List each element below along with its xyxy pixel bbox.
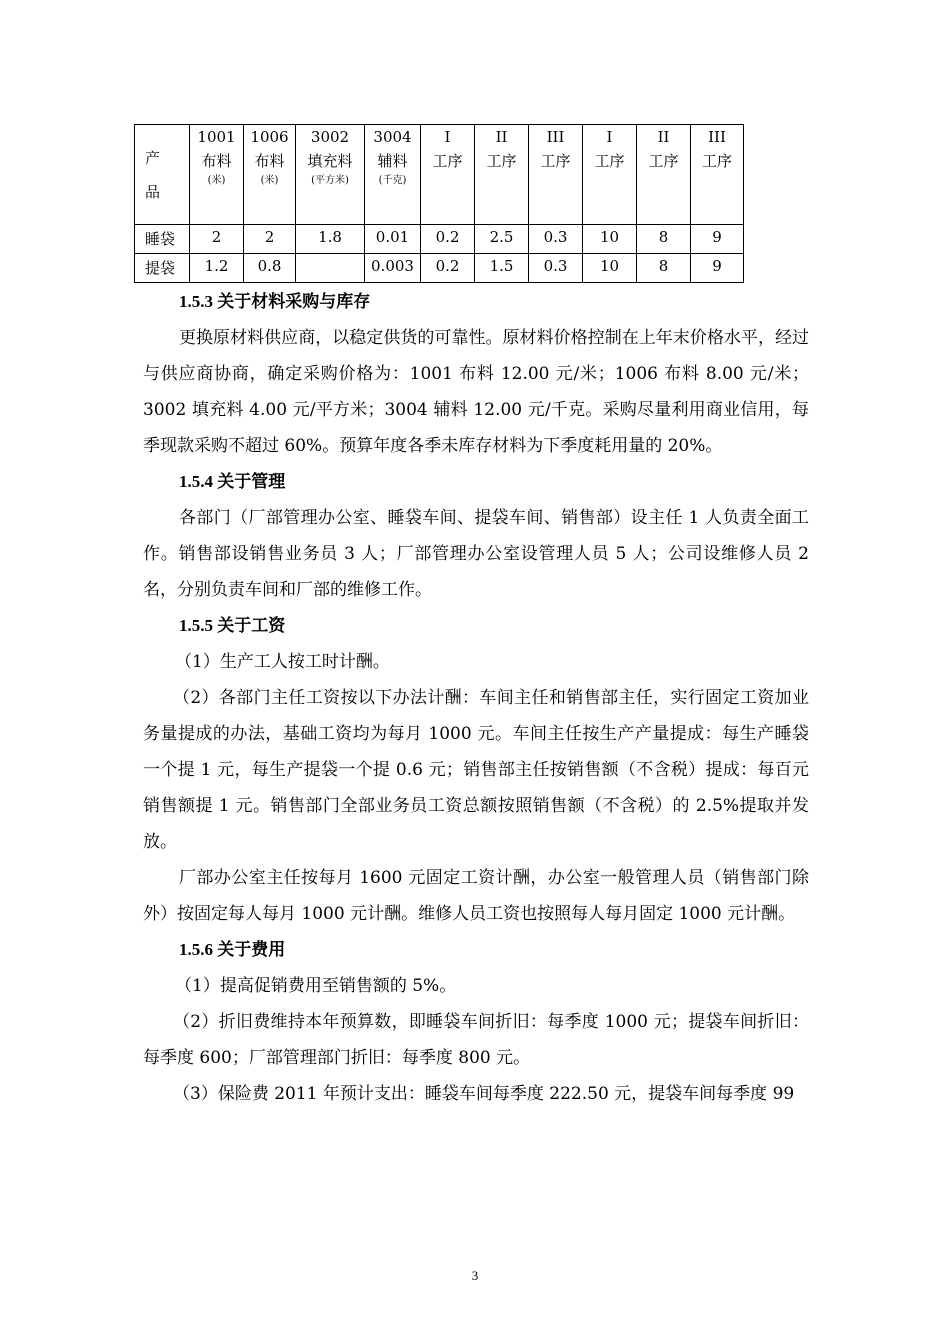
column-code: I bbox=[444, 128, 451, 146]
product-header-cell bbox=[135, 125, 190, 225]
table-cell: 10 bbox=[583, 225, 637, 254]
header-cell bbox=[190, 125, 244, 225]
section-heading: 1.5.3 关于材料采购与库存 bbox=[179, 292, 371, 311]
column-name: 工序 bbox=[701, 152, 732, 170]
table-cell: 8 bbox=[637, 254, 691, 283]
table-cell: 0.01 bbox=[365, 225, 421, 254]
column-code: II bbox=[657, 128, 670, 146]
column-name: 工序 bbox=[648, 152, 679, 170]
material-usage-table bbox=[134, 124, 744, 283]
column-unit: (千克) bbox=[378, 175, 407, 186]
table-cell: 0.2 bbox=[421, 254, 475, 283]
column-code: II bbox=[495, 128, 508, 146]
header-cell bbox=[583, 125, 637, 225]
header-cell bbox=[475, 125, 529, 225]
column-name: 工序 bbox=[594, 152, 625, 170]
header-cell bbox=[529, 125, 583, 225]
section-heading: 1.5.6 关于费用 bbox=[179, 940, 286, 959]
column-name: 布料 bbox=[254, 152, 285, 170]
column-name: 工序 bbox=[486, 152, 517, 170]
table-cell: 1.2 bbox=[190, 254, 244, 283]
table-cell: 1.5 bbox=[475, 254, 529, 283]
header-cell bbox=[296, 125, 365, 225]
row-product: 提袋 bbox=[135, 254, 190, 283]
table-cell: 9 bbox=[691, 225, 744, 254]
row-product: 睡袋 bbox=[135, 225, 190, 254]
column-name: 布料 bbox=[201, 152, 232, 170]
table-cell: 0.3 bbox=[529, 254, 583, 283]
table-cell: 2.5 bbox=[475, 225, 529, 254]
header-cell bbox=[691, 125, 744, 225]
column-unit: (米) bbox=[207, 175, 226, 186]
section-heading: 1.5.4 关于管理 bbox=[179, 472, 286, 491]
column-name: 辅料 bbox=[377, 152, 408, 170]
paragraph: 更换原材料供应商，以稳定供货的可靠性。原材料价格控制在上年末价格水平，经过与供应商协商，确定采购价格为：1001 布料 12.00 元/米；1006 布料 8.00 元/米；3002 填充料 4.00 元/平方米；3004 辅料 12.00 元/千克。采购尽量利用商业信用，每季现款采购不超过 60%。预算年度各季未库存材料为下季度耗用量的 20%。 bbox=[143, 328, 809, 456]
page-number: 3 bbox=[471, 1268, 479, 1283]
table-row bbox=[135, 254, 744, 283]
section-heading: 1.5.5 关于工资 bbox=[179, 616, 286, 635]
column-code: III bbox=[708, 128, 726, 146]
column-unit: (米) bbox=[260, 175, 279, 186]
table-cell: 10 bbox=[583, 254, 637, 283]
table-cell: 8 bbox=[637, 225, 691, 254]
product-header: 产品 bbox=[145, 148, 161, 201]
paragraph: （3）保险费 2011 年预计支出：睡袋车间每季度 222.50 元，提袋车间每季度 99 bbox=[173, 1084, 795, 1104]
column-code: 1001 bbox=[197, 128, 236, 146]
header-cell bbox=[421, 125, 475, 225]
table-cell: 2 bbox=[190, 225, 244, 254]
paragraph: 各部门（厂部管理办公室、睡袋车间、提袋车间、销售部）设主任 1 人负责全面工作。销售部设销售业务员 3 人；厂部管理办公室设管理人员 5 人；公司设维修人员 2 名，分别负责车间和厂部的维修工作。 bbox=[143, 508, 809, 600]
header-cell bbox=[244, 125, 296, 225]
table-row bbox=[135, 225, 744, 254]
table-cell: 2 bbox=[244, 225, 296, 254]
column-name: 工序 bbox=[432, 152, 463, 170]
column-name: 填充料 bbox=[307, 152, 353, 170]
table-cell: 0.003 bbox=[365, 254, 421, 283]
table-header-row bbox=[135, 125, 744, 225]
column-code: III bbox=[546, 128, 565, 146]
paragraph: （1）生产工人按工时计酬。 bbox=[175, 652, 390, 672]
column-code: 3004 bbox=[373, 128, 412, 146]
column-code: I bbox=[606, 128, 613, 146]
table-cell: 1.8 bbox=[296, 225, 365, 254]
paragraph: （2）折旧费维持本年预算数，即睡袋车间折旧：每季度 1000 元；提袋车间折旧：每季度 600；厂部管理部门折旧：每季度 800 元。 bbox=[143, 1012, 809, 1068]
table-cell bbox=[296, 254, 365, 283]
header-cell bbox=[365, 125, 421, 225]
table-cell: 0.2 bbox=[421, 225, 475, 254]
paragraph: （2）各部门主任工资按以下办法计酬：车间主任和销售部主任，实行固定工资加业务量提成的办法，基础工资均为每月 1000 元。车间主任按生产产量提成：每生产睡袋一个提 1 元，每生产提袋一个提 0.6 元；销售部主任按销售额（不含税）提成：每百元销售额提 1 元。销售部门全部业务员工资总额按照销售额（不含税）的 2.5%提取并发放。 bbox=[143, 688, 809, 852]
body-text bbox=[143, 284, 809, 1112]
paragraph: 厂部办公室主任按每月 1600 元固定工资计酬，办公室一般管理人员（销售部门除外）按固定每人每月 1000 元计酬。维修人员工资也按照每人每月固定 1000 元计酬。 bbox=[143, 868, 809, 924]
header-cell bbox=[637, 125, 691, 225]
paragraph: （1）提高促销费用至销售额的 5%。 bbox=[175, 976, 457, 996]
table-cell: 0.8 bbox=[244, 254, 296, 283]
table-cell: 9 bbox=[691, 254, 744, 283]
table-cell: 0.3 bbox=[529, 225, 583, 254]
column-unit: (平方米) bbox=[311, 175, 349, 186]
column-code: 3002 bbox=[310, 128, 350, 146]
column-name: 工序 bbox=[540, 152, 571, 170]
column-code: 1006 bbox=[250, 128, 289, 146]
